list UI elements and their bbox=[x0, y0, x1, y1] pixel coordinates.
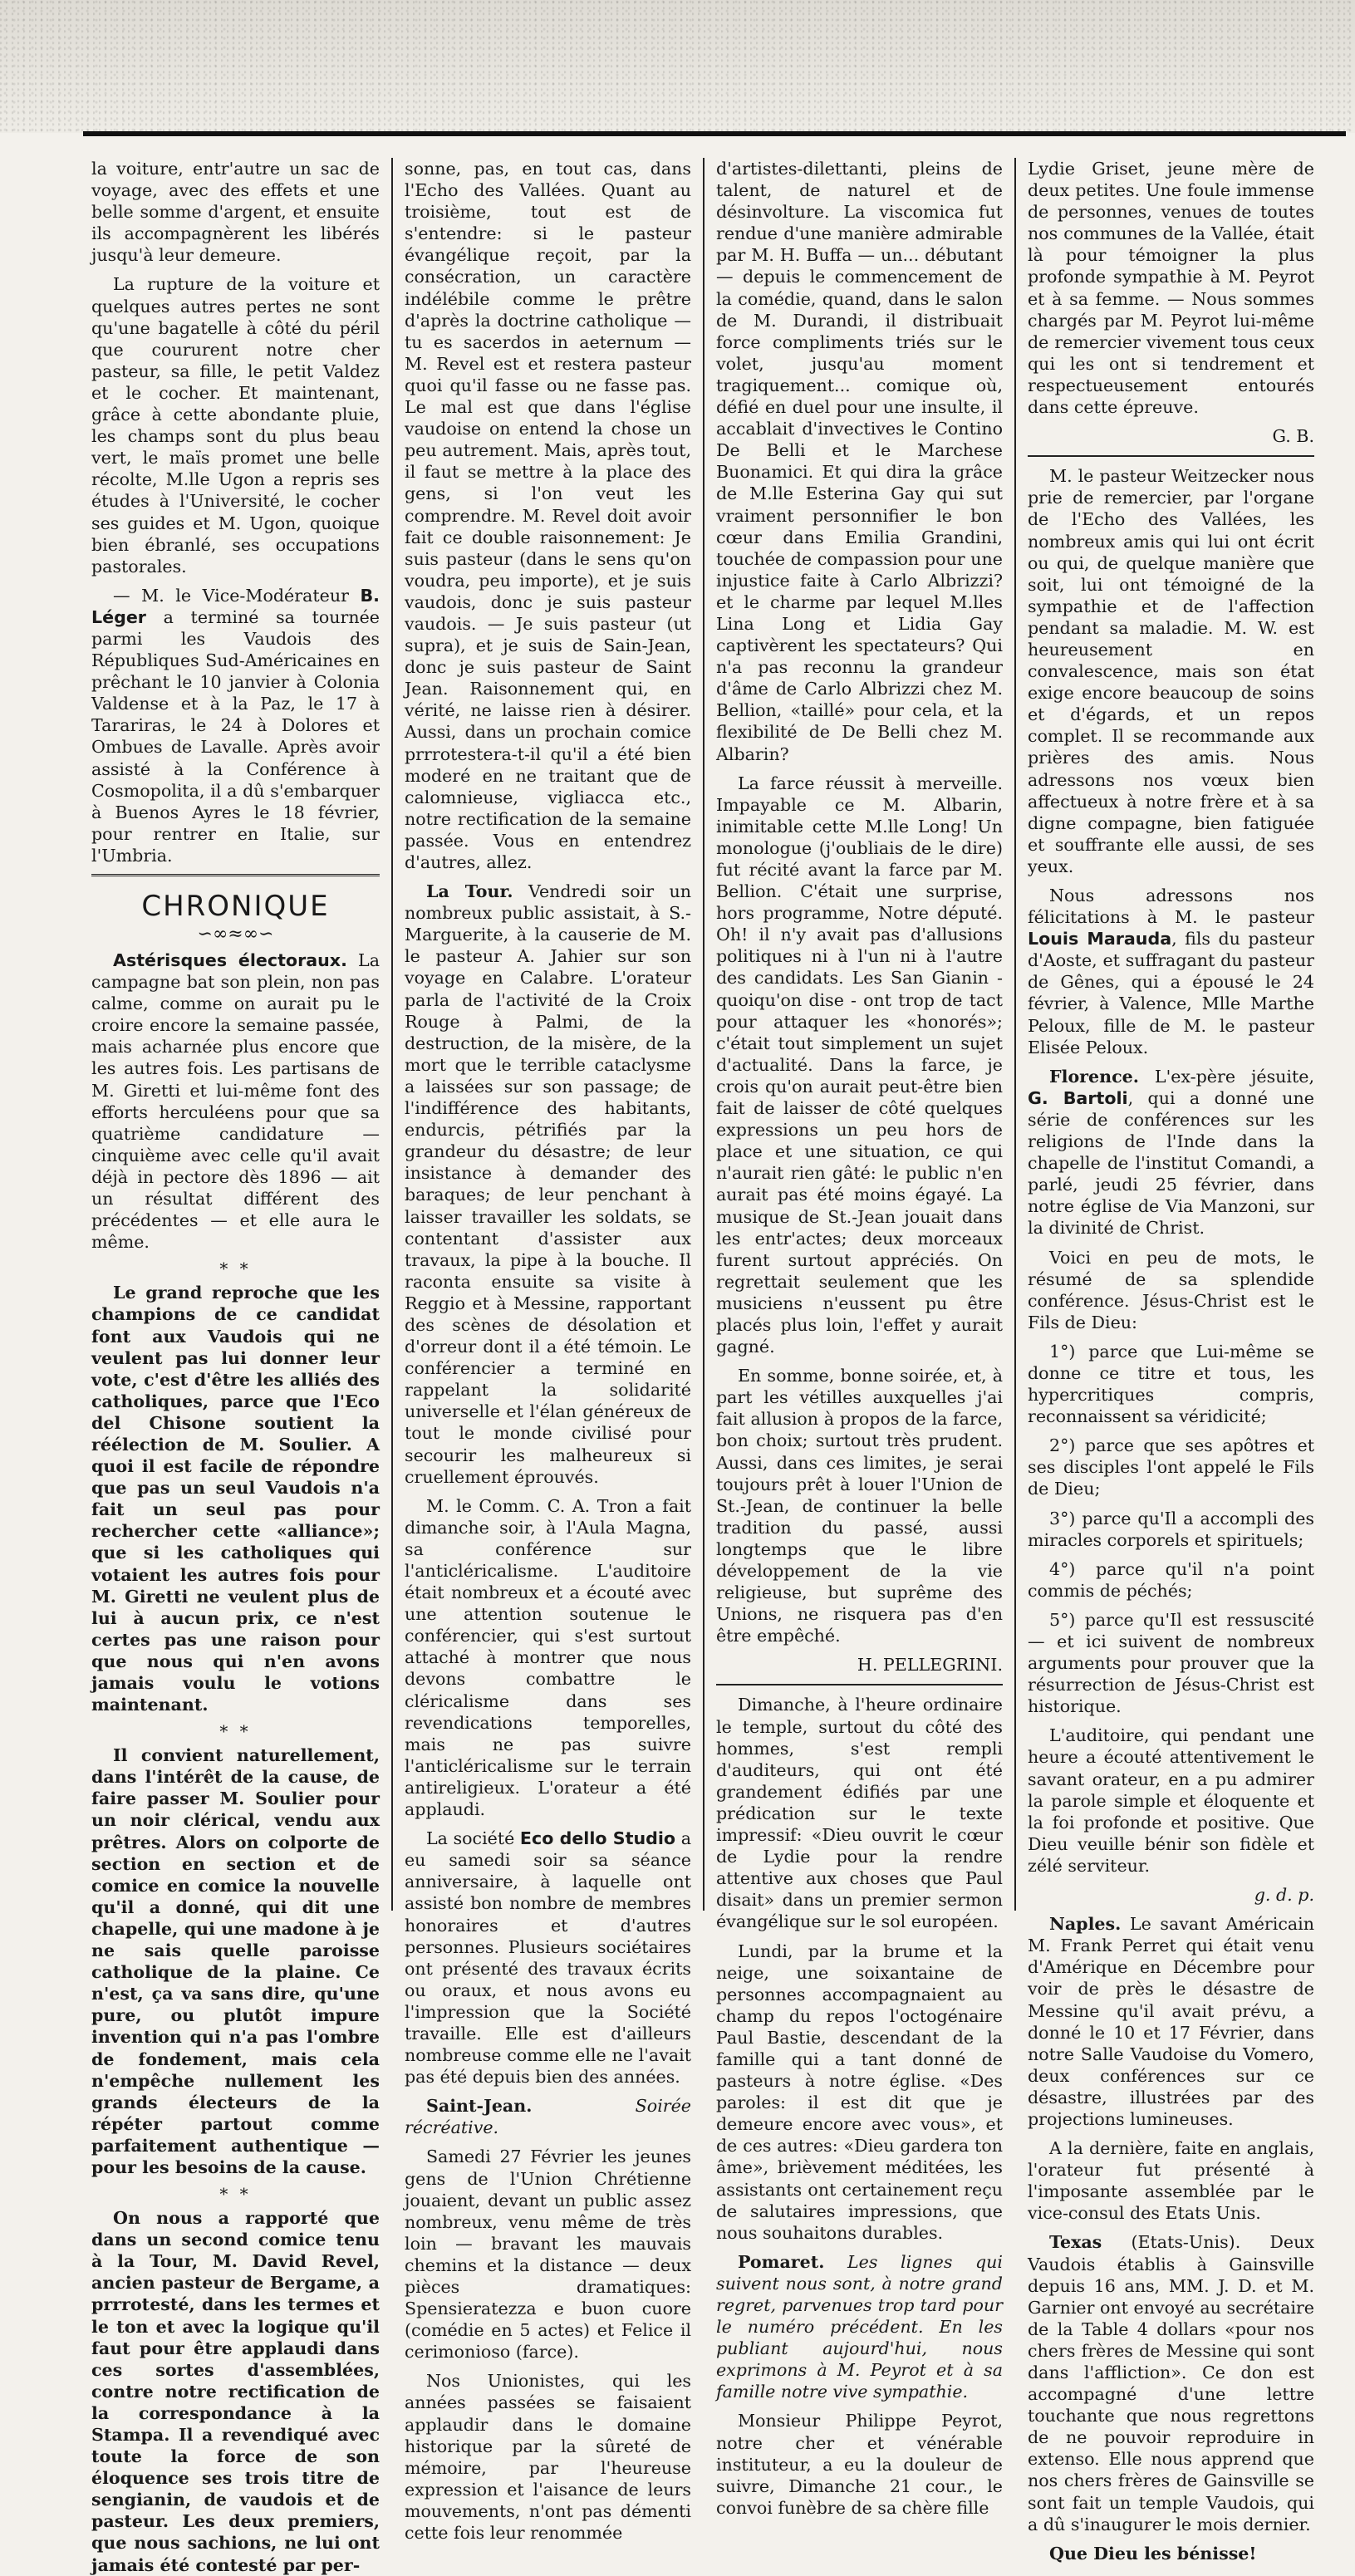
list-item: 3°) parce qu'Il a accompli des miracles corporels et spirituels; bbox=[1028, 1508, 1314, 1550]
paragraph: sonne, pas, en tout cas, dans l'Echo des Vallées. Quant au troisième, tout est de s'entendre: si le pasteur évangélique reçoit, par la consécration, un caractère indélébile comme le prêtre d'après la doctrine catholique — tu es sacerdos in aeternum — M. Revel est et restera pasteur quoi qu'il fasse ou ne fasse pas. Le mal est que dans l'église vaudoise on entend la chose un peu autrement. Mais, après tout, il faut se mettre à la place des gens, si l'on veut les comprendre. M. Revel doit avoir fait ce double raisonnement: Je suis pasteur (dans le sens qu'on voudra, peu importe), et je suis vaudois, donc je suis pasteur vaudois. — Je suis pasteur (ut supra), et je suis de Sain-Jean, donc je suis pasteur de Saint Jean. Raisonnement qui, en vérité, ne laisse rien à désirer. Aussi, dans un prochain comice prrrotestera-t-il qu'il a été bien moderé en ne traitant que de calomnieuse, vigliacca etc., notre rectification de la semaine passée. Vous en entendrez d'autres, allez. bbox=[405, 159, 691, 872]
paragraph: On nous a rapporté que dans un second comice tenu à la Tour, M. David Revel, ancien pasteur de Bergame, a prrrotesté, dans les termes et le ton et avec la logique qu'il faut pour être applaudi dans ces sortes d'assemblées, contre notre rectification de la correspondance à la Stampa. Il a revendiqué avec toute la force de son éloquence ses trois titre de sengianin, de vaudois et de pasteur. Les deux premiers, que nous sachions, ne lui ont jamais été contesté par per- bbox=[91, 2208, 380, 2575]
paragraph: La farce réussit à merveille. Impayable ce M. Albarin, inimitable cette M.lle Long! Un monologue (j'oubliais de le dire) fut récité avant la farce par M. Bellion. C'était une surprise, hors programme, Notre député. Oh! il n'y avait pas d'allusions politiques ni à l'un ni à l'autre des candidats. Les San Gianin - quoiqu'on dise - ont trop de tact pour attaquer les «honorés»; c'était tout simplement un sujet d'actualité. Dans la farce, je crois qu'on aurait peut-être bien fait de laisser de côté quelques expressions un peu hors de place et une situation, ce qui n'aurait rien gâté: le public n'en aurait pas été moins égayé. La musique de St.-Jean jouait dans les entr'actes; deux morceaux furent surtout appréciés. On regrettait seulement que les musiciens n'eussent pu être placés plus loin, l'effet y aurait gagné. bbox=[716, 773, 1003, 1357]
paragraph: Le grand reproche que les champions de ce candidat font aux Vaudois qui ne veulent pas lui donner leur vote, c'est d'être les alliés des catholiques, parce que l'Eco del Chisone soutient la réélection de M. Soulier. A quoi il est facile de répondre que pas un seul Vaudois n'a fait un seul pas pour rechercher cette «alliance»; que si les catholiques qui votaient les autres fois pour M. Giretti ne veulent plus de lui à aucun prix, ce n'est certes pas une raison pour que nous qui n'en avons jamais voulu le votions maintenant. bbox=[91, 1283, 380, 1715]
paragraph: L'auditoire, qui pendant une heure a écouté attentivement le savant orateur, en a pu admirer la parole simple et éloquente et la foi profonde et positive. Que Dieu veuille bénir son fidèle et zélé serviteur. bbox=[1028, 1725, 1314, 1876]
text: La campagne bat son plein, non pas calme, comme on aurait pu le croire encore la semaine passée, mais acharnée plus encore que les autres fois. Les partisans de M. Giretti et lui-même font des efforts herculéens pour que sa quatrième candidature — cinquième avec celle qu'il avait déjà in pectore dès 1896 — ait un résultat différent des précédentes — et elle aura le même. bbox=[91, 950, 380, 1253]
paragraph: M. le Comm. C. A. Tron a fait dimanche soir, à l'Aula Magna, sa conférence sur l'anticléricalisme. L'auditoire était nombreux et a écouté avec une attention soutenue le conférencier, qui s'est surtout attaché à montrer que nous devons combattre le cléricalisme dans ses revendications temporelles, mais ne pas suivre l'anticléricalisme sur le terrain antireligieux. L'orateur a été applaudi. bbox=[405, 1495, 691, 1820]
ornament-divider: ∽∞≈∞∽ bbox=[197, 924, 274, 945]
paragraph bbox=[405, 881, 691, 1488]
paragraph: M. le pasteur Weitzecker nous prie de remercier, par l'organe de l'Echo des Vallées, les nombreux amis qui lui ont écrit ou qui, de quelque manière que soit, lui ont témoigné de la sympathie et de l'affection pendant sa maladie. M. W. est heureusement en convalescence, mais son état exige encore beaucoup de soins et d'égards, et un repos complet. Il se recommande aux prières des amis. Nous adressons nos vœux bien affectueux à notre frère et à sa digne compagne, bien fatiguée et souffrante elle aussi, de ses yeux. bbox=[1028, 466, 1314, 876]
text: a terminé sa tournée parmi les Vaudois des Républiques Sud-Américaines en prêchant le 10 janvier à Colonia Valdense et à la Paz, le 17 à Tarariras, le 24 à Dolores et Ombues de Lavalle. Après avoir assisté à la Conférence à Cosmopolita, il a dû s'embarquer à Buenos Ayres le 18 février, pour rentrer en Italie, sur l'Umbria. bbox=[91, 606, 380, 866]
paragraph bbox=[405, 1828, 691, 2088]
society-name: Eco dello Studio bbox=[519, 1828, 676, 1849]
asterism: * * bbox=[219, 2184, 252, 2205]
paragraph bbox=[716, 2251, 1003, 2403]
paragraph bbox=[405, 2095, 691, 2138]
text: Vendredi soir un nombreux public assistait, à S.-Marguerite, à la causerie de M. le pasteur A. Jahier sur son voyage en Calabre. L'orateur parla de l'activité de la Croix Rouge à Palmi, de la destruction, de la misère, de la mort que le terrible cataclysme a laissées sur son passage; de l'indifférence des habitants, endurcis, pétrifiés par la grandeur du désastre; de leur insistance à demander des baraques; de leur penchant à laisser travailler les soldats, se contentant d'assister aux travaux, la pipe à la bouche. Il raconta ensuite sa visite à Reggio et à Messine, rapportant des scènes de désolation et d'orreur dont il a été témoin. Le conférencier a terminé en rappelant la solidarité universelle et l'élan généreux de tout le monde civilisé pour secourir les malheureux si cruellement éprouvés. bbox=[405, 881, 692, 1487]
paragraph bbox=[91, 949, 380, 1253]
list-item: 4°) parce qu'il n'a point commis de péchés; bbox=[1028, 1558, 1314, 1601]
place-title: Naples. bbox=[1049, 1914, 1122, 1935]
paragraph: Voici en peu de mots, le résumé de sa splendide conférence. Jésus-Christ est le Fils de Dieu: bbox=[1028, 1247, 1314, 1332]
list-item: 1°) parce que Lui-même se donne ce titre et tous, les hypercritiques compris, reconnaissent sa véridicité; bbox=[1028, 1341, 1314, 1427]
text: , qui a donné une série de conférences sur les religions de l'Inde dans la chapelle de l'institut Comandi, a parlé, jeudi 25 février, dans notre église de Via Manzoni, sur la divinité de Christ. bbox=[1028, 1087, 1314, 1239]
top-rule bbox=[83, 131, 1346, 136]
paragraph bbox=[1028, 1066, 1314, 1239]
newspaper-columns bbox=[80, 158, 1326, 2575]
place-title: Florence. bbox=[1049, 1066, 1139, 1087]
list-item: 5°) parce qu'Il est ressuscité — et ici suivent de nombreux arguments pour prouver que la résurrection de Jésus-Christ est historique. bbox=[1028, 1609, 1314, 1717]
name-bartoli: G. Bartoli bbox=[1028, 1087, 1128, 1108]
signature: G. B. bbox=[1272, 426, 1314, 447]
column-1 bbox=[80, 158, 391, 2575]
text: a eu samedi soir sa séance anniversaire, à laquelle ont assisté bon nombre de membres honoraires et d'autres personnes. Plusieurs sociétaires ont présenté des travaux écrits ou oraux, et nous avons eu l'impression que la Société travaille. Elle est d'ailleurs nombreuse comme elle ne l'avait pas été depuis bien des années. bbox=[405, 1828, 691, 2088]
paragraph: la voiture, entr'autre un sac de voyage, avec des effets et une belle somme d'argent, et ensuite ils accompagnèrent les libérés jusqu'à leur demeure. bbox=[91, 159, 380, 266]
paragraph: Nos Unionistes, qui les années passées se faisaient applaudir dans le domaine historique par la sûreté de mémoire, par l'heureuse expression et l'aisance de leurs mouvements, n'ont pas démenti cette fois leur renommée bbox=[405, 2371, 691, 2544]
paragraph: La rupture de la voiture et quelques autres pertes ne sont qu'une bagatelle à côté du péril que coururent notre cher pasteur, sa fille, le petit Valdez et le cocher. Et maintenant, grâce à cette abondante pluie, les champs sont du plus beau vert, le maïs promet une belle récolte, M.lle Ugon a repris ses études à l'Université, le cocher ses guides et M. Ugon, quoique bien ébranlé, ses occupations pastorales. bbox=[91, 274, 380, 577]
paragraph bbox=[1028, 885, 1314, 1058]
paragraph bbox=[91, 585, 380, 866]
text: Nous adressons nos félicitations à M. le pasteur bbox=[1028, 886, 1314, 928]
italic-note: Les lignes qui suivent nous sont, à notre grand regret, parvenues trop tard pour le numéro précédent. En les publiant aujourd'hui, nous exprimons à M. Peyrot et à sa famille notre vive sympathie. bbox=[716, 2251, 1003, 2402]
section-heading-chronique: CHRONIQUE bbox=[91, 874, 380, 925]
text: — M. le Vice-Modérateur bbox=[113, 585, 361, 606]
text: La société bbox=[426, 1828, 520, 1849]
subtitle: Soirée récréative. bbox=[405, 2096, 691, 2138]
paragraph: A la dernière, faite en anglais, l'orateur fut présenté à l'imposante assemblée par le vice-consul des Etats Unis. bbox=[1028, 2138, 1314, 2224]
paragraph: En somme, bonne soirée, et, à part les vétilles auxquelles j'ai fait allusion à propos de la farce, bon choix; surtout très prudent. Aussi, dans ces limites, je serai toujours prêt à louer l'Union de St.-Jean, de continuer la belle tradition du passé, aussi longtemps que le libre développement de la vie religieuse, but suprême des Unions, ne risquera pas d'en être empêché. bbox=[716, 1366, 1003, 1646]
divider bbox=[716, 1684, 1003, 1685]
place-title: Texas bbox=[1049, 2232, 1102, 2253]
asterism: * * bbox=[219, 1721, 252, 1742]
scanned-page-margin bbox=[0, 0, 1355, 133]
asterism: * * bbox=[219, 1259, 252, 1279]
paragraph: Lydie Griset, jeune mère de deux petites. Une foule immense de personnes, venues de toutes nos communes de la Vallée, était là pour témoigner la plus profonde sympathie à M. Peyrot et à sa femme. — Nous sommes chargés par M. Peyrot lui-même de remercier vivement tous ceux qui les ont si tendrement et respectueusement entourés dans cette épreuve. bbox=[1028, 159, 1314, 418]
paragraph: d'artistes-dilettanti, pleins de talent, de naturel et de désinvolture. La viscomica fut rendue d'une manière admirable par M. H. Buffa — un... débutant — depuis le commencement de la comédie, quand, dans le salon de M. Durandi, il distribuait force compliments triés sur le volet, jusqu'au moment tragiquement... comique où, défié en duel pour une insulte, il accablait d'invectives le Contino De Belli et le Marchese Buonamici. Et qui dira la grâce de M.lle Esterina Gay qui sut vraiment personnifier le bon cœur dans Emilia Grandini, touchée de compassion pour une injustice faite à Carlo Albrizzi? et le charme par lequel M.lles Lina Long et Lidia Gay captivèrent les spectateurs? Qui n'a pas reconnu la grandeur d'âme de Carlo Albrizzi chez M. Bellion, «taillé» pour cela, et la flexibilité de De Belli chez M. Albarin? bbox=[716, 159, 1003, 764]
place-title: Saint-Jean. bbox=[426, 2096, 533, 2117]
paragraph: Lundi, par la brume et la neige, une soixantaine de personnes accompagnaient au champ du repos l'octogénaire Paul Bastie, descendant de la famille qui a tant donné de pasteurs à notre église. «Des paroles: il est dit que je demeure encore avec vous», et de ces autres: «Dieu gardera ton âme», brièvement méditées, les assistants ont certainement reçu de salutaires impressions, que nous souhaitons durables. bbox=[716, 1941, 1003, 2243]
divider bbox=[1028, 455, 1314, 457]
text: L'ex-père jésuite, bbox=[1138, 1066, 1314, 1087]
paragraph: Il convient naturellement, dans l'intérêt de la cause, de faire passer M. Soulier pour un noir clérical, vendu aux prêtres. Alors on colporte de section en section et de comice en comice la nouvelle qu'il a donné, qui dit une chapelle, qui une madone à je ne sais quelle paroisse catholique de la plaine. Ce n'est, ça va sans dire, qu'une pure, ou plutôt impure invention qui n'a pas l'ombre de fondement, mais cela n'empêche nullement les grands électeurs de la répéter partout comme parfaitement authentique — pour les besoins de la cause. bbox=[91, 1745, 380, 2177]
signature: H. PELLEGRINI. bbox=[857, 1655, 1003, 1676]
column-2 bbox=[391, 158, 703, 2544]
name-leger: B. Léger bbox=[91, 585, 380, 627]
list-item: 2°) parce que ses apôtres et ses disciples l'ont appelé le Fils de Dieu; bbox=[1028, 1435, 1314, 1499]
paragraph bbox=[1028, 2231, 1314, 2534]
text: , fils du pasteur d'Aoste, et suffragant du pasteur de Gênes, qui a épousé le 24 février, à Valence, Mlle Marthe Peloux, fille de M. le pasteur Elisée Peloux. bbox=[1028, 929, 1314, 1057]
signature: g. d. p. bbox=[1254, 1885, 1314, 1906]
closing-line: Que Dieu les bénisse! bbox=[1049, 2543, 1257, 2564]
column-4 bbox=[1014, 158, 1326, 2564]
name-marauda: Louis Marauda bbox=[1028, 929, 1172, 949]
section-title: Astérisques électoraux. bbox=[113, 950, 347, 970]
paragraph: Samedi 27 Février les jeunes gens de l'Union Chrétienne jouaient, devant un public assez nombreux, venu même de très loin — bravant les mauvais chemins et la distance — deux pièces dramatiques: Spensieratezza e buon cuore (comédie en 5 actes) et Felice il cerimonioso (farce). bbox=[405, 2147, 691, 2363]
place-title: La Tour. bbox=[426, 881, 513, 902]
text: (Etats-Unis). Deux Vaudois établis à Gainsville depuis 16 ans, MM. J. D. et M. Garnier ont envoyé au secrétaire de la Table 4 dollars «pour nos chers frères de Messine qui sont dans l'affliction». Ce don est accompagné d'une lettre touchante que nous regrettons de ne pouvoir reproduire in extenso. Elle nous apprend que nos chers frères de Gainsville se sont fait un temple Vaudois, qui a dû s'inaugurer le mois dernier. bbox=[1028, 2232, 1314, 2534]
paragraph: Dimanche, à l'heure ordinaire le temple, surtout du côté des hommes, s'est rempli d'auditeurs, qui ont été grandement édifiés par une prédication sur le texte impressif: «Dieu ouvrit le cœur de Lydie pour la rendre attentive aux choses que Paul disait» dans un premier sermon évangélique sur le sol européen. bbox=[716, 1695, 1003, 1932]
place-title: Pomaret. bbox=[738, 2251, 825, 2272]
column-3 bbox=[703, 158, 1014, 2518]
paragraph bbox=[1028, 1913, 1314, 2130]
paragraph: Monsieur Philippe Peyrot, notre cher et vénérable instituteur, a eu la douleur de suivre, Dimanche 21 cour., le convoi funèbre de sa chère fille bbox=[716, 2411, 1003, 2518]
text: Le savant Américain M. Frank Perret qui était venu d'Amérique en Décembre pour voir de près le désastre de Messine qu'il avait prévu, a donné le 10 et 17 Février, dans notre Salle Vaudoise du Vomero, deux conférences sur ce désastre, illustrées par des projections lumineuses. bbox=[1028, 1914, 1314, 2129]
